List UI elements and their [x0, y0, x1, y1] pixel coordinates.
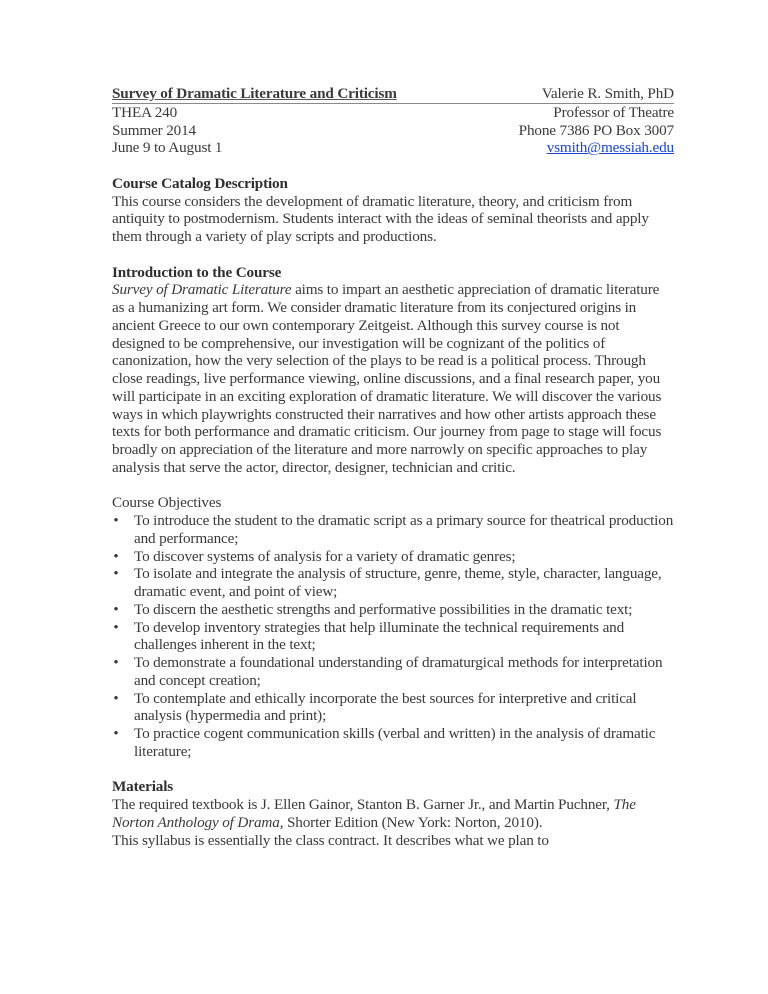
instructor-contact: Phone 7386 PO Box 3007 [518, 121, 674, 139]
intro-body [112, 281, 674, 476]
bullet-icon: • [113, 600, 119, 618]
textbook-authors: The required textbook is J. Ellen Gainor, Stanton B. Garner Jr., and Martin Puchner, [112, 796, 614, 813]
objective-text: To demonstrate a foundational understanding of dramaturgical methods for interpretation and concept creation; [134, 654, 663, 689]
intro-heading: Introduction to the Course [112, 263, 282, 281]
bullet-icon: • [113, 654, 119, 671]
catalog-body: This course considers the development of dramatic literature, theory, and criticism from antiquity to postmodernism. Students interact with the ideas of seminal theorists and apply them through a variety of play scripts and productions. [112, 192, 649, 245]
objective-text: To contemplate and ethically incorporate the best sources for interpretive and critical analysis (hypermedia and print); [134, 689, 637, 725]
bullet-icon: • [113, 725, 119, 742]
objective-text: To practice cogent communication skills (verbal and written) in the analysis of dramatic literature; [134, 725, 656, 760]
bullet-icon: • [113, 512, 119, 529]
textbook-publication: , Shorter Edition (New York: Norton, 2010). [279, 813, 543, 831]
objective-item [112, 619, 674, 655]
syllabus-page [112, 86, 674, 849]
objectives-section [112, 494, 674, 760]
instructor-name: Valerie R. Smith, PhD [541, 85, 674, 102]
objective-item [112, 690, 674, 726]
objective-text: To discover systems of analysis for a variety of dramatic genres; [134, 547, 516, 565]
objective-item [112, 548, 674, 566]
objective-text: To discern the aesthetic strengths and performative possibilities in the dramatic text; [134, 600, 633, 618]
materials-heading: Materials [112, 778, 174, 796]
course-title: Survey of Dramatic Literature and Criticism [112, 85, 397, 102]
intro-section [112, 264, 674, 477]
materials-section [112, 778, 674, 849]
instructor-email-link[interactable]: vsmith@messiah.edu [546, 139, 674, 157]
course-dates: June 9 to August 1 [112, 139, 223, 157]
course-code: THEA 240 [112, 103, 178, 121]
course-header [112, 86, 674, 157]
catalog-heading: Course Catalog Description [112, 174, 288, 192]
header-rule-right [519, 86, 674, 104]
catalog-section [112, 175, 674, 246]
bullet-icon: • [113, 547, 119, 565]
intro-text: aims to impart an aesthetic appreciation of dramatic literature as a humanizing art form. We consider dramatic literature from its conjectured origins in ancient Greece to our own contemporary Zeitgeist. Although this survey course is not designed to be comprehensive, our investigation will be cognizant of the politics of canonization, how the very selection of the plays to be read is a political process. Through close readings, live performance viewing, online discussions, and a final research paper, you will participate in an exciting exploration of dramatic literature. We will discover the various ways in which playwrights constructed their narratives and how other artists approach these texts for both performance and dramatic criticism. Our journey from page to stage will focus broadly on appreciation of the literature and more narrowly on specific approaches to play analysis that serve the actor, director, designer, technician and critic. [112, 281, 662, 476]
objective-text: To develop inventory strategies that help illuminate the technical requirements and challenges inherent in the text; [134, 618, 625, 654]
spacer [112, 477, 674, 495]
objective-item [112, 654, 674, 690]
objectives-heading: Course Objectives [112, 494, 222, 512]
objective-text: To introduce the student to the dramatic script as a primary source for theatrical production and performance; [134, 512, 674, 547]
textbook-title: The Norton Anthology of Drama [112, 796, 636, 831]
course-term: Summer 2014 [112, 121, 196, 139]
objective-item [112, 565, 674, 601]
objective-text: To isolate and integrate the analysis of structure, genre, theme, style, character, language, dramatic event, and point of view; [134, 565, 662, 600]
spacer [112, 761, 674, 779]
spacer [112, 246, 674, 264]
contract-text: This syllabus is essentially the class contract. It describes what we plan to [112, 831, 549, 849]
spacer [112, 157, 674, 175]
instructor-title: Professor of Theatre [553, 103, 674, 121]
intro-italic-title: Survey of Dramatic Literature [112, 281, 292, 299]
bullet-icon: • [113, 565, 119, 583]
bullet-icon: • [113, 689, 119, 707]
objective-item [112, 512, 674, 548]
email-cell [519, 139, 674, 157]
textbook-citation [112, 796, 674, 832]
bullet-icon: • [113, 618, 119, 636]
header-rule-left [112, 86, 519, 104]
objectives-list [112, 512, 674, 761]
objective-item [112, 601, 674, 619]
objective-item [112, 725, 674, 761]
